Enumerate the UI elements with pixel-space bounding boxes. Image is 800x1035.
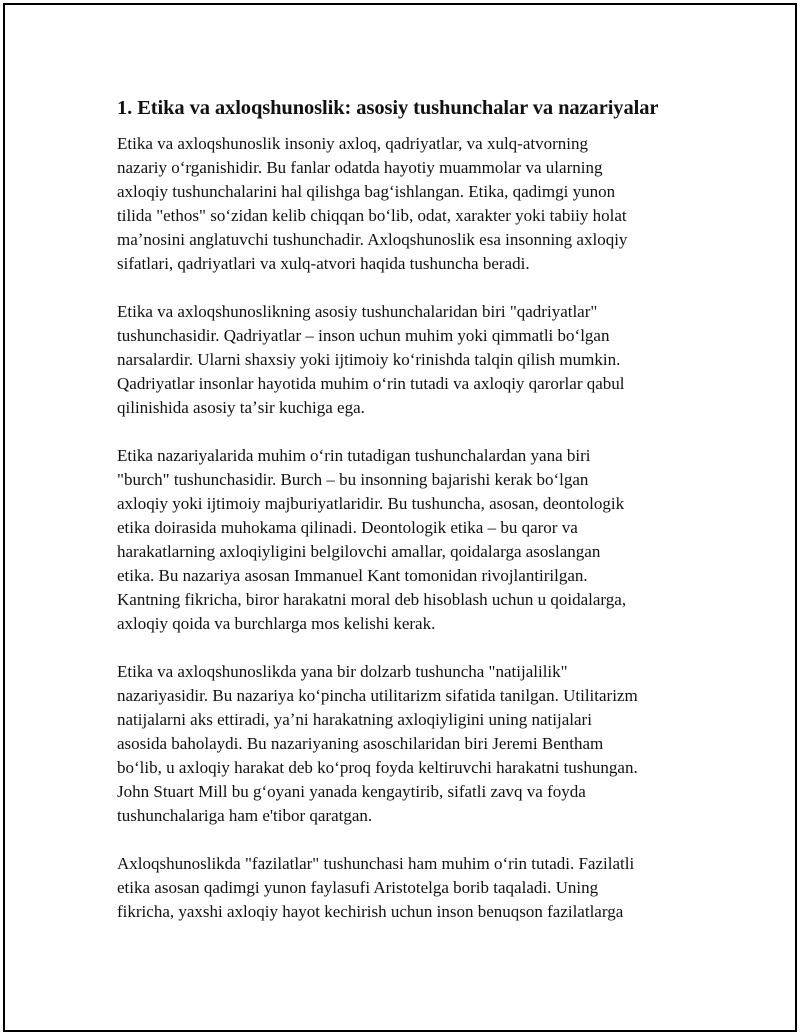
paragraph-ethics-definition — [117, 132, 687, 276]
text-line: Etika nazariyalarida muhim oʻrin tutadigan tushunchalardan yana biri — [117, 446, 591, 465]
text-line: Kantning fikricha, biror harakatni moral deb hisoblash uchun u qoidalarga, — [117, 590, 627, 609]
document-body — [117, 94, 687, 948]
text-line: Etika va axloqshunoslikning asosiy tushunchalaridan biri "qadriyatlar" — [117, 302, 598, 321]
paragraph-values — [117, 300, 687, 420]
text-line: fikricha, yaxshi axloqiy hayot kechirish uchun inson benuqson fazilatlarga — [117, 902, 624, 921]
text-line: qilinishida asosiy taʼsir kuchiga ega. — [117, 398, 365, 417]
text-line: "burch" tushunchasidir. Burch – bu insonning bajarishi kerak boʻlgan — [117, 470, 589, 489]
text-line: nazariy oʻrganishidir. Bu fanlar odatda hayotiy muammolar va ularning — [117, 158, 603, 177]
text-line: Axloqshunoslikda "fazilatlar" tushunchasi ham muhim oʻrin tutadi. Fazilatli — [117, 854, 635, 873]
text-line: harakatlarning axloqiyligini belgilovchi amallar, qoidalarga asoslangan — [117, 542, 601, 561]
paragraph-consequentialism — [117, 660, 687, 828]
section-heading: 1. Etika va axloqshunoslik: asosiy tushunchalar va nazariyalar — [117, 97, 659, 119]
text-line: etika doirasida muhokama qilinadi. Deontologik etika – bu qaror va — [117, 518, 578, 537]
text-line: Qadriyatlar insonlar hayotida muhim oʻrin tutadi va axloqiy qarorlar qabul — [117, 374, 625, 393]
text-line: Etika va axloqshunoslikda yana bir dolzarb tushuncha "natijalilik" — [117, 662, 568, 681]
text-line: tilida "ethos" soʻzidan kelib chiqqan boʻlib, odat, xarakter yoki tabiiy holat — [117, 206, 627, 225]
text-line: sifatlari, qadriyatlari va xulq-atvori haqida tushuncha beradi. — [117, 254, 530, 273]
text-line: narsalardir. Ularni shaxsiy yoki ijtimoiy koʻrinishda talqin qilish mumkin. — [117, 350, 621, 369]
text-line: natijalarni aks ettiradi, yaʼni harakatning axloqiyligini uning natijalari — [117, 710, 592, 729]
text-line: nazariyasidir. Bu nazariya koʻpincha utilitarizm sifatida tanilgan. Utilitarizm — [117, 686, 638, 705]
paragraph-virtues — [117, 852, 687, 924]
paragraph-duty — [117, 444, 687, 636]
text-line: axloqiy yoki ijtimoiy majburiyatlaridir. Bu tushuncha, asosan, deontologik — [117, 494, 625, 513]
text-line: John Stuart Mill bu gʻoyani yanada kengaytirib, sifatli zavq va foyda — [117, 782, 586, 801]
text-line: boʻlib, u axloqiy harakat deb koʻproq foyda keltiruvchi harakatni tushungan. — [117, 758, 638, 777]
text-line: etika. Bu nazariya asosan Immanuel Kant tomonidan rivojlantirilgan. — [117, 566, 588, 585]
text-line: tushunchasidir. Qadriyatlar – inson uchun muhim yoki qimmatli boʻlgan — [117, 326, 610, 345]
text-line: maʼnosini anglatuvchi tushunchadir. Axloqshunoslik esa insonning axloqiy — [117, 230, 628, 249]
text-line: etika asosan qadimgi yunon faylasufi Aristotelga borib taqaladi. Uning — [117, 878, 599, 897]
text-line: axloqiy tushunchalarini hal qilishga bagʻishlangan. Etika, qadimgi yunon — [117, 182, 616, 201]
text-line: axloqiy qoida va burchlarga mos kelishi kerak. — [117, 614, 436, 633]
text-line: asosida baholaydi. Bu nazariyaning asoschilaridan biri Jeremi Bentham — [117, 734, 604, 753]
text-line: tushunchalariga ham e'tibor qaratgan. — [117, 806, 373, 825]
text-line: Etika va axloqshunoslik insoniy axloq, qadriyatlar, va xulq-atvorning — [117, 134, 588, 153]
